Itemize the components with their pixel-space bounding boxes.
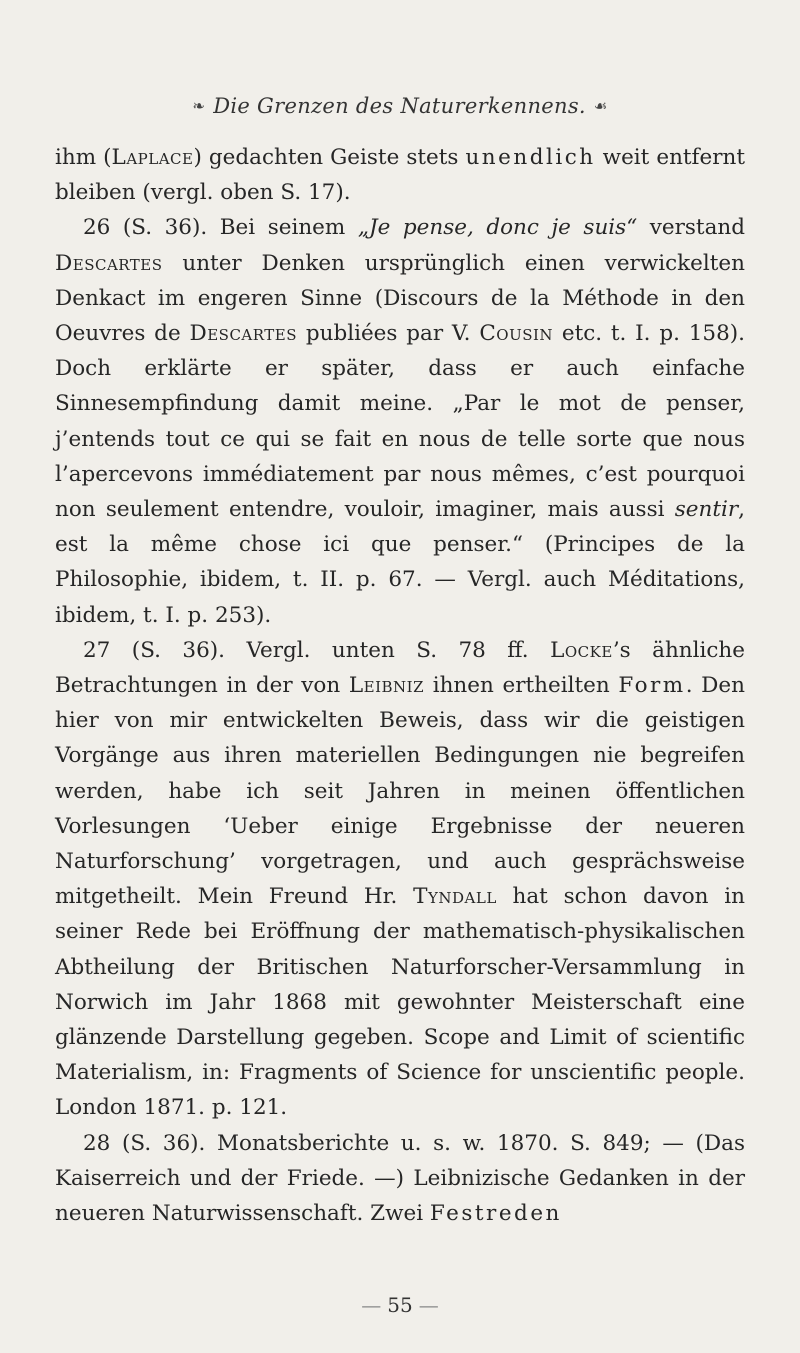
dash-left: — — [361, 1293, 382, 1317]
dash-right: — — [418, 1293, 439, 1317]
running-header — [0, 94, 800, 118]
quote-je-pense: „Je pense, donc je suis“ — [357, 215, 638, 241]
name-cousin: Cousin — [479, 321, 554, 347]
page-number — [0, 1293, 800, 1317]
name-tyndall: Tyndall — [413, 884, 497, 910]
page-number-value: 55 — [387, 1293, 413, 1317]
name-locke: Locke — [550, 637, 613, 663]
name-descartes: Descartes — [189, 321, 298, 347]
emphasis-sentir: sentir — [674, 497, 739, 523]
emphasis-festreden: Festreden — [429, 1201, 562, 1227]
running-header-title: Die Grenzen des Naturerkennens. — [213, 94, 586, 118]
body-text — [55, 140, 745, 1231]
name-descartes: Descartes — [55, 250, 163, 276]
note-27: 27 (S. 36). Vergl. unten S. 78 ff. Locke’s ähnliche Betrachtungen in der von Leibniz ihnen ertheilten Form. Den hier von mir entwickelten Beweis, dass wir die geistigen Vorgänge aus ihren materiellen Bedingungen nie begreifen werden, habe ich seit Jahren in meinen öffentlichen Vorlesungen ‘Ueber einige Ergebnisse der neueren Naturforschung’ vorgetragen, und auch gesprächsweise mitgetheilt. Mein Freund Hr. Tyndall hat schon davon in seiner Rede bei Eröffnung der mathematisch-physikalischen Abtheilung der Britischen Naturforscher-Versammlung in Norwich im Jahr 1868 mit gewohnter Meisterschaft eine glänzende Darstellung gegeben. Scope and Limit of scientific Materialism, in: Fragments of Science for unscientific people. London 1871. p. 121. — [55, 637, 745, 1121]
ornament-left-icon: ❧ — [192, 97, 206, 115]
emphasis-unendlich: unendlich — [465, 145, 596, 170]
name-laplace: Laplace — [111, 145, 194, 170]
note-26: 26 (S. 36). Bei seinem „Je pense, donc je suis“ verstand Descartes unter Denken ursprünglich einen verwickelten Denkact im engeren Sinne (Discours de la Méthode in den Oeuvres de Descartes publiées par V. Cousin etc. t. I. p. 158). Doch erklärte er später, dass er auch einfache Sinnesempfindung damit meine. „Par le mot de penser, j’entends tout ce qui se fait en nous de telle sorte que nous l’apercevons immédiatement par nous mêmes, c’est pourquoi non seulement entendre, vouloir, imaginer, mais aussi sentir, est la même chose ici que penser.“ (Principes de la Philosophie, ibidem, t. II. p. 67. — Vergl. auch Méditations, ibidem, t. I. p. 253). — [55, 215, 745, 628]
emphasis-form: Form — [618, 673, 686, 699]
paragraph-continuation: ihm (Laplace) gedachten Geiste stets unendlich weit entfernt bleiben (vergl. oben S. 17). — [55, 145, 746, 206]
name-leibniz: Leibniz — [348, 673, 425, 699]
ornament-right-icon: ☙ — [593, 97, 608, 115]
note-28: 28 (S. 36). Monatsberichte u. s. w. 1870. S. 849; — (Das Kaiserreich und der Friede. —) Leibnizische Gedanken in der neueren Naturwissenschaft. Zwei Festreden — [55, 1130, 745, 1227]
